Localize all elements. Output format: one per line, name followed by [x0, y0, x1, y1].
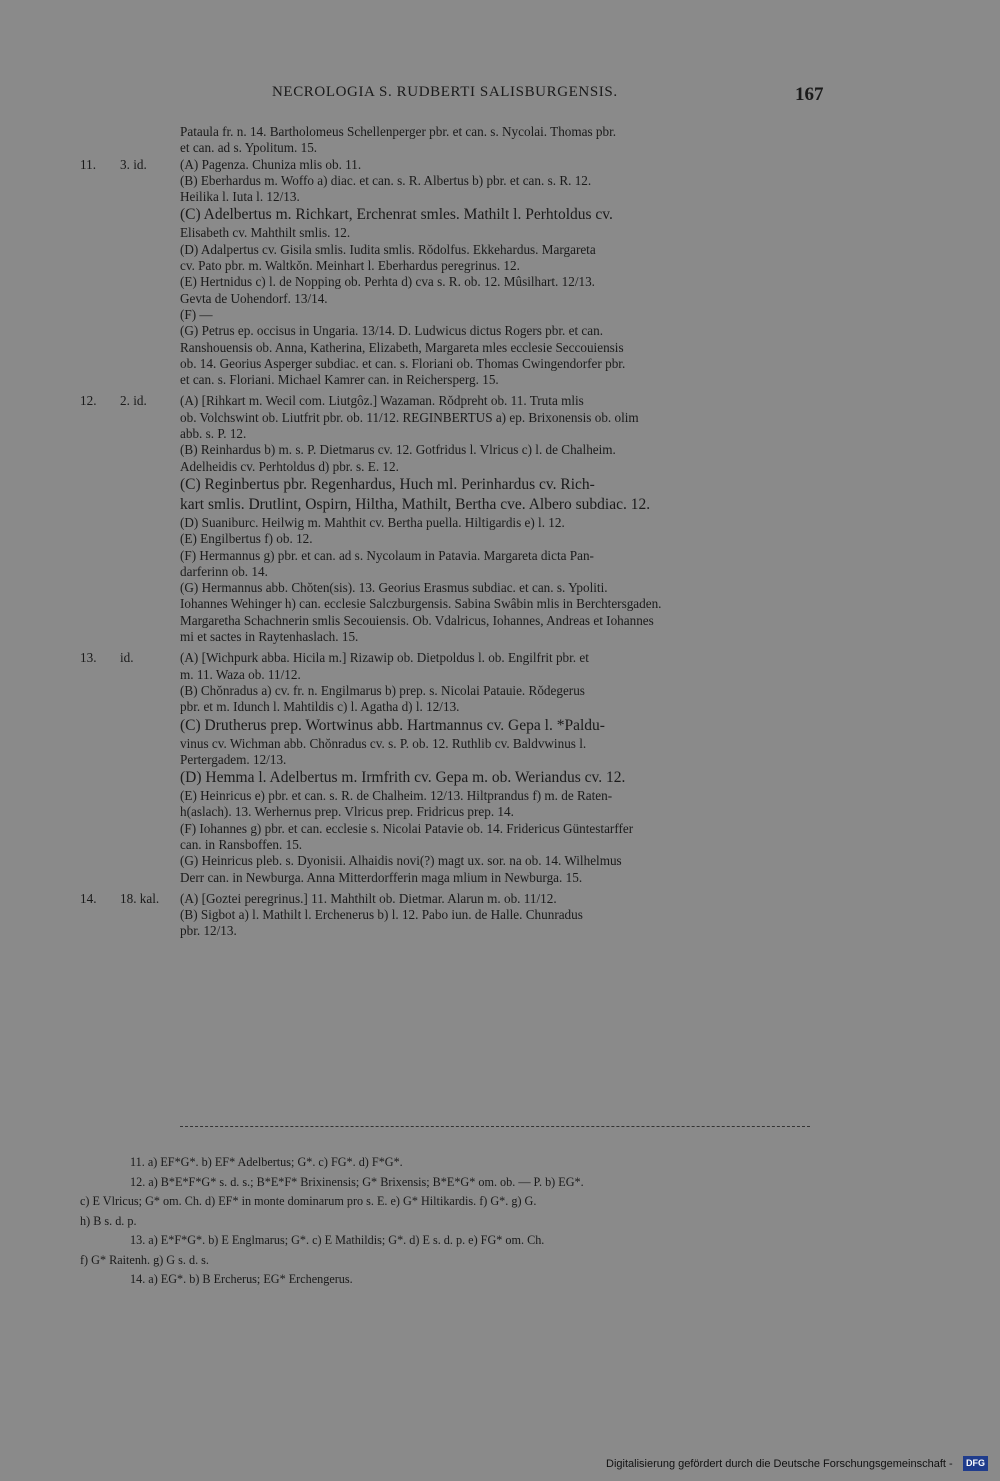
text-line [80, 870, 826, 886]
text-line [80, 821, 826, 837]
line-text: Heilika l. Iuta l. 12/13. [180, 189, 300, 205]
page-number: 167 [795, 84, 824, 105]
text-line [80, 907, 826, 923]
text-line [80, 323, 826, 339]
text-line [80, 205, 826, 225]
digitization-credit: Digitalisierung gefördert durch die Deutsche Forschungsgemeinschaft - [606, 1458, 953, 1470]
day-number: 14. [80, 890, 97, 906]
text-line [80, 258, 826, 274]
text-line [80, 140, 826, 156]
line-text: darferinn ob. 14. [180, 563, 268, 579]
text-line [80, 891, 826, 907]
line-text: (E) Engilbertus f) ob. 12. [180, 531, 313, 547]
running-header: NECROLOGIA S. RUDBERTI SALISBURGENSIS. [272, 84, 618, 100]
text-line [80, 683, 826, 699]
text-line [80, 442, 826, 458]
dfg-logo: DFG [963, 1456, 988, 1471]
text-line [80, 475, 826, 495]
roman-date: 3. id. [120, 156, 147, 172]
text-line [80, 426, 826, 442]
line-text: pbr. et m. Idunch l. Mahtildis c) l. Agatha d) l. 12/13. [180, 699, 460, 715]
line-text: mi et sactes in Raytenhaslach. 15. [180, 629, 359, 645]
text-line [80, 580, 826, 596]
text-line [80, 393, 826, 409]
day-number: 13. [80, 650, 97, 666]
line-text: h(aslach). 13. Werhernus prep. Vlricus prep. Fridricus prep. 14. [180, 804, 514, 820]
footnote-line: 11. a) EF*G*. b) EF* Adelbertus; G*. c) FG*. d) F*G*. [130, 1155, 403, 1169]
text-line [80, 515, 826, 531]
footnote-line: f) G* Raitenh. g) G s. d. s. [80, 1252, 209, 1267]
line-text: (D) Hemma l. Adelbertus m. Irmfrith cv. Gepa m. ob. Weriandus cv. 12. [180, 769, 626, 787]
text-line [80, 853, 826, 869]
text-line [80, 923, 826, 939]
day-number: 12. [80, 393, 97, 409]
line-text: (A) [Wichpurk abba. Hicila m.] Rizawip ob. Dietpoldus l. ob. Engilfrit pbr. et [180, 650, 589, 666]
text-line [80, 124, 826, 140]
text-line [80, 650, 826, 666]
line-text: Pertergadem. 12/13. [180, 751, 287, 767]
line-text: m. 11. Waza ob. 11/12. [180, 666, 301, 682]
line-text: Margaretha Schachnerin smlis Secouiensis. Ob. Vdalricus, Iohannes, Andreas et Iohannes [180, 612, 654, 628]
line-text: Ranshouensis ob. Anna, Katherina, Elizabeth, Margareta mles ecclesie Seccouiensis [180, 339, 624, 355]
line-text: (B) Chŏnradus a) cv. fr. n. Engilmarus b) prep. s. Nicolai Patauie. Rŏdegerus [180, 682, 585, 698]
text-line [80, 804, 826, 820]
footnote-line: 13. a) E*F*G*. b) E Englmarus; G*. c) E Mathildis; G*. d) E s. d. p. e) FG* om. Ch. [130, 1233, 545, 1247]
text-line [80, 548, 826, 564]
necrology-text [80, 124, 826, 940]
line-text: cv. Pato pbr. m. Waltkŏn. Meinhart l. Eberhardus peregrinus. 12. [180, 258, 520, 274]
text-line [80, 596, 826, 612]
footnote-line: 14. a) EG*. b) B Ercherus; EG* Erchengerus. [130, 1272, 353, 1286]
footnote-separator [180, 1126, 810, 1127]
text-line [80, 768, 826, 788]
text-line [80, 837, 826, 853]
line-text: pbr. 12/13. [180, 923, 237, 939]
line-text: (E) Hertnidus c) l. de Nopping ob. Perhta d) cva s. R. ob. 12. Mûsilhart. 12/13. [180, 274, 595, 290]
line-text: (C) Reginbertus pbr. Regenhardus, Huch ml. Perinhardus cv. Rich- [180, 475, 595, 493]
text-line [80, 564, 826, 580]
line-text: (A) Pagenza. Chuniza mlis ob. 11. [180, 156, 362, 172]
text-line [80, 410, 826, 426]
text-line [80, 242, 826, 258]
line-text: Elisabeth cv. Mahthilt smlis. 12. [180, 225, 351, 241]
line-text: Gevta de Uohendorf. 13/14. [180, 290, 328, 306]
line-text: (F) Hermannus g) pbr. et can. ad s. Nycolaum in Patavia. Margareta dicta Pan- [180, 547, 594, 563]
line-text: can. in Ransboffen. 15. [180, 836, 303, 852]
line-text: Pataula fr. n. 14. Bartholomeus Schellenperger pbr. et can. s. Nycolai. Thomas pbr. [180, 124, 617, 139]
text-line [80, 716, 826, 736]
text-line [80, 629, 826, 645]
line-text: kart smlis. Drutlint, Ospirn, Hiltha, Mathilt, Bertha cve. Albero subdiac. 12. [180, 495, 651, 513]
text-line [80, 225, 826, 241]
text-line [80, 495, 826, 515]
footnote-line: h) B s. d. p. [80, 1213, 137, 1228]
text-line [80, 736, 826, 752]
text-line [80, 372, 826, 388]
roman-date: 2. id. [120, 393, 147, 409]
text-line [80, 307, 826, 323]
line-text: Iohannes Wehinger h) can. ecclesie Salczburgensis. Sabina Swâbin mlis in Berchtersgaden. [180, 596, 662, 612]
text-line [80, 699, 826, 715]
text-line [80, 613, 826, 629]
text-line [80, 531, 826, 547]
text-line [80, 291, 826, 307]
line-text: (F) — [180, 306, 213, 322]
text-line [80, 173, 826, 189]
line-text: ob. Volchswint ob. Liutfrit pbr. ob. 11/12. REGINBERTUS a) ep. Brixonensis ob. olim [180, 409, 639, 425]
line-text: vinus cv. Wichman abb. Chŏnradus cv. s. P. ob. 12. Ruthlib cv. Baldvwinus l. [180, 735, 587, 751]
line-text: ob. 14. Georius Asperger subdiac. et can. s. Floriani ob. Thomas Cwingendorfer pbr. [180, 355, 626, 371]
line-text: (C) Drutherus prep. Wortwinus abb. Hartmannus cv. Gepa l. *Paldu- [180, 716, 605, 734]
line-text: (D) Suaniburc. Heilwig m. Mahthit cv. Bertha puella. Hiltigardis e) l. 12. [180, 514, 565, 530]
line-text: et can. ad s. Ypolitum. 15. [180, 140, 318, 156]
line-text: (A) [Goztei peregrinus.] 11. Mahthilt ob. Dietmar. Alarun m. ob. 11/12. [180, 890, 557, 906]
line-text: (G) Heinricus pleb. s. Dyonisii. Alhaidis novi(?) magt ux. sor. na ob. 14. Wilhelmus [180, 853, 622, 869]
text-line [80, 189, 826, 205]
footnote-line: 12. a) B*E*F*G* s. d. s.; B*E*F* Brixinensis; G* Brixensis; B*E*G* om. ob. — P. b) EG*. [130, 1174, 584, 1189]
line-text: (B) Eberhardus m. Woffo a) diac. et can. s. R. Albertus b) pbr. et can. s. R. 12. [180, 172, 592, 188]
line-text: Derr can. in Newburga. Anna Mitterdorfferin maga mlium in Newburga. 15. [180, 869, 583, 885]
day-number: 11. [80, 156, 96, 172]
text-line [80, 157, 826, 173]
footnote-line: c) E Vlricus; G* om. Ch. d) EF* in monte dominarum pro s. E. e) G* Hiltikardis. f) G*. g) G. [80, 1194, 537, 1208]
line-text: (B) Reinhardus b) m. s. P. Dietmarus cv. 12. Gotfridus l. Vlricus c) l. de Chalheim. [180, 442, 616, 458]
line-text: (D) Adalpertus cv. Gisila smlis. Iudita smlis. Rŏdolfus. Ekkehardus. Margareta [180, 241, 596, 257]
line-text: (B) Sigbot a) l. Mathilt l. Erchenerus b) l. 12. Pabo iun. de Halle. Chunradus [180, 907, 583, 923]
roman-date: id. [120, 650, 134, 666]
line-text: Adelheidis cv. Perhtoldus d) pbr. s. E. 12. [180, 458, 399, 474]
line-text: et can. s. Floriani. Michael Kamrer can. in Reichersperg. 15. [180, 372, 499, 388]
line-text: abb. s. P. 12. [180, 426, 247, 442]
text-line [80, 274, 826, 290]
roman-date: 18. kal. [120, 890, 160, 906]
line-text: (A) [Rihkart m. Wecil com. Liutgôz.] Wazaman. Rŏdpreht ob. 11. Truta mlis [180, 393, 584, 409]
line-text: (C) Adelbertus m. Richkart, Erchenrat smles. Mathilt l. Perhtoldus cv. [180, 206, 613, 224]
text-line [80, 356, 826, 372]
line-text: (G) Petrus ep. occisus in Ungaria. 13/14. D. Ludwicus dictus Rogers pbr. et can. [180, 323, 604, 339]
text-line [80, 752, 826, 768]
text-line [80, 788, 826, 804]
line-text: (G) Hermannus abb. Chŏten(sis). 13. Georius Erasmus subdiac. et can. s. Ypoliti. [180, 580, 608, 596]
line-text: (E) Heinricus e) pbr. et can. s. R. de Chalheim. 12/13. Hiltprandus f) m. de Raten- [180, 788, 613, 804]
line-text: (F) Iohannes g) pbr. et can. ecclesie s. Nicolai Patavie ob. 14. Fridericus Güntestarffer [180, 820, 634, 836]
text-line [80, 667, 826, 683]
text-line [80, 459, 826, 475]
text-line [80, 340, 826, 356]
footnotes [80, 1153, 826, 1290]
